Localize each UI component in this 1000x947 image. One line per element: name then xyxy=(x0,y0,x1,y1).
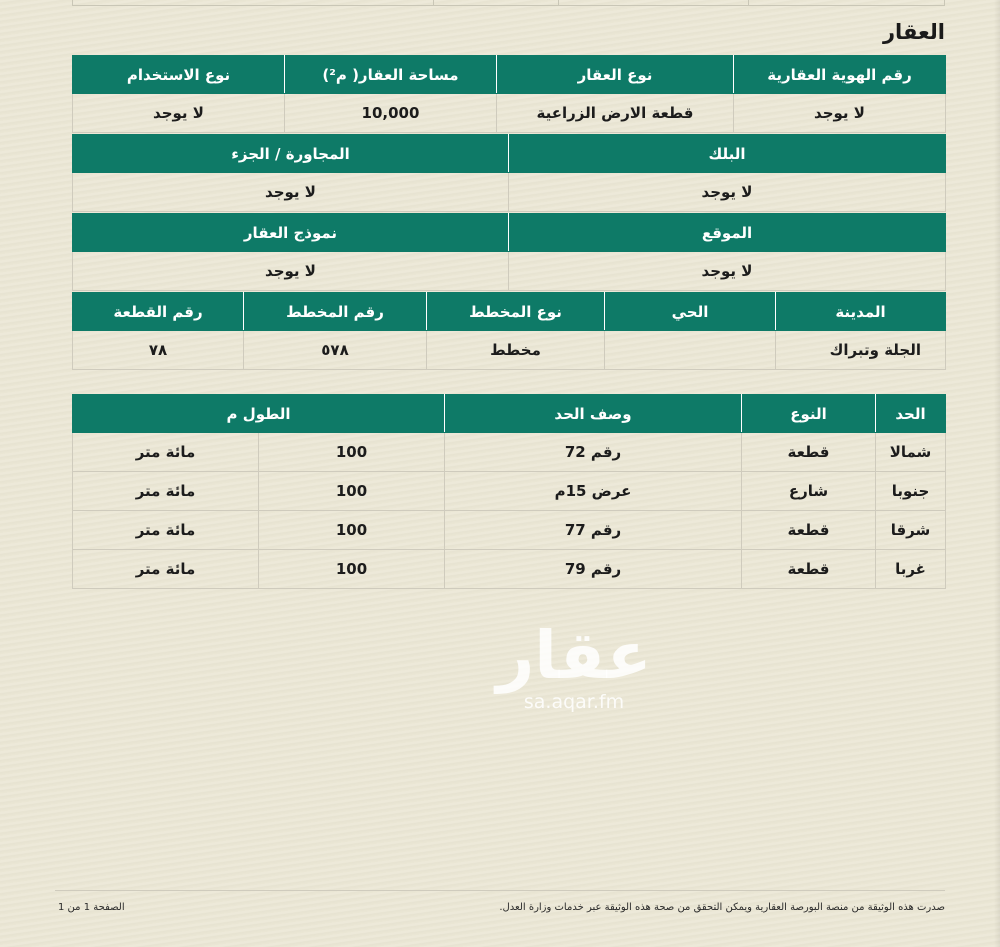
header-neighborhood-part: المجاورة / الجزء xyxy=(73,135,509,173)
boundary-description: رقم 79 xyxy=(445,550,742,589)
watermark-word: عقار xyxy=(496,617,652,694)
property-area-value: 10,000 xyxy=(285,94,497,133)
header-city: المدينة xyxy=(776,293,946,331)
district-value xyxy=(605,331,776,370)
location-table xyxy=(72,213,946,291)
previous-table-edge xyxy=(72,0,945,6)
plot-number-value: ٧٨ xyxy=(73,331,244,370)
header-property-area: مساحة العقار( م²) xyxy=(285,56,497,94)
boundary-length-text: مائة متر xyxy=(73,472,259,511)
boundary-length: 100 xyxy=(259,511,445,550)
table-row xyxy=(73,550,946,589)
boundary-side: جنوبا xyxy=(876,472,946,511)
property-type-value: قطعة الارض الزراعية xyxy=(497,94,734,133)
header-length: الطول م xyxy=(73,395,445,433)
boundary-description: عرض 15م xyxy=(445,472,742,511)
header-block: البلك xyxy=(509,135,946,173)
header-property-id: رقم الهوية العقارية xyxy=(734,56,946,94)
boundary-length-text: مائة متر xyxy=(73,433,259,472)
page-edge-shadow xyxy=(994,0,1000,947)
footer-divider xyxy=(55,890,945,891)
neighborhood-part-value: لا يوجد xyxy=(73,173,509,212)
boundary-side: غربا xyxy=(876,550,946,589)
header-boundary: الحد xyxy=(876,395,946,433)
header-type: النوع xyxy=(742,395,876,433)
footer-note: صدرت هذه الوثيقة من منصة البورصة العقارية ويمكن التحقق من صحة هذه الوثيقة عبر خدمات وزارة العدل. xyxy=(499,902,945,913)
header-plan-number: رقم المخطط xyxy=(244,293,427,331)
usage-type-value: لا يوجد xyxy=(73,94,285,133)
plan-table xyxy=(72,292,946,370)
table-row xyxy=(73,472,946,511)
table-row xyxy=(73,511,946,550)
boundary-length-text: مائة متر xyxy=(73,511,259,550)
boundaries-table xyxy=(72,394,946,589)
location-value: لا يوجد xyxy=(509,252,946,291)
boundary-type: قطعة xyxy=(742,433,876,472)
block-table xyxy=(72,134,946,212)
header-plan-type: نوع المخطط xyxy=(427,293,605,331)
header-usage-type: نوع الاستخدام xyxy=(73,56,285,94)
plan-type-value: مخطط xyxy=(427,331,605,370)
boundary-type: قطعة xyxy=(742,550,876,589)
page-number: الصفحة 1 من 1 xyxy=(58,902,125,913)
header-property-type: نوع العقار xyxy=(497,56,734,94)
boundary-description: رقم 72 xyxy=(445,433,742,472)
property-model-value: لا يوجد xyxy=(73,252,509,291)
boundary-length: 100 xyxy=(259,433,445,472)
boundary-type: شارع xyxy=(742,472,876,511)
boundary-side: شرقا xyxy=(876,511,946,550)
watermark-url: sa.aqar.fm xyxy=(523,691,625,713)
section-title: العقار xyxy=(882,20,945,44)
property-info-table xyxy=(72,55,946,133)
boundary-length: 100 xyxy=(259,472,445,511)
boundary-description: رقم 77 xyxy=(445,511,742,550)
header-plot-number: رقم القطعة xyxy=(73,293,244,331)
header-location: الموقع xyxy=(509,214,946,252)
boundary-side: شمالا xyxy=(876,433,946,472)
block-value: لا يوجد xyxy=(509,173,946,212)
property-id-value: لا يوجد xyxy=(734,94,946,133)
boundary-length-text: مائة متر xyxy=(73,550,259,589)
plan-number-value: ٥٧٨ xyxy=(244,331,427,370)
header-district: الحي xyxy=(605,293,776,331)
aqar-watermark-logo xyxy=(494,616,654,712)
boundary-length: 100 xyxy=(259,550,445,589)
table-row xyxy=(73,433,946,472)
city-value: الجلة وتبراك xyxy=(776,331,946,370)
boundary-type: قطعة xyxy=(742,511,876,550)
header-property-model: نموذج العقار xyxy=(73,214,509,252)
header-boundary-description: وصف الحد xyxy=(445,395,742,433)
